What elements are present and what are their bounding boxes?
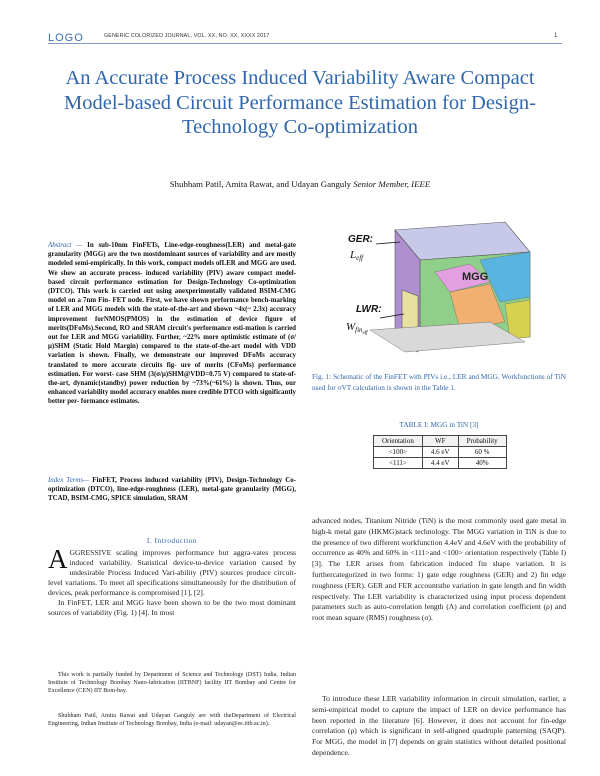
author-list bbox=[40, 179, 560, 189]
intro-paragraph-1: GGRESSIVE scaling improves performance but aggra-vates process induced variability. Statistical device-to-device variation caused by undesirable Process Induced Vari-ability (PIV) sources produce circuit-level variations. To meet all specifications simultaneously for the distribution of devices, peak performance is compromised [1], [2]. bbox=[48, 548, 296, 597]
table-1-title: TABLE I: MGG in TiN [3] bbox=[399, 420, 479, 429]
section-heading-introduction: I. Introduction bbox=[146, 536, 198, 545]
abstract-label: Abstract — bbox=[48, 242, 83, 249]
header-rule bbox=[48, 43, 562, 44]
index-terms-label: Index Terms— bbox=[48, 477, 90, 484]
table-header-wf: WF bbox=[422, 436, 458, 447]
column-2-paragraph-1: advanced nodes, Titanium Nitride (TiN) is the most commonly used gate metal in high-k metal gate (HKMG)stack technology. The MGG variation in TiN is due to the presence of two different workfunction 4.4eV and 4.6eV with the probability of occurrence as 40% and 60% in <111>and <100> orientation respectively (Table I) [3]. The LER arises from fabrication induced fin shape variation. It is furthercategorized in two forms: 1) gate edge roughness (GER) and 2) fin edge roughness (FER). GER and FER accountsthe variation in gate length and fin width respectively. The LER variability is characterized using input process dependent parameters such as auto-correlation length (Λ) and correlation coefficient (ρ) and root mean square (RMS) roughness (σ). bbox=[312, 516, 566, 623]
abstract bbox=[48, 241, 296, 407]
intro-paragraph-2: In FinFET, LER and MGG have been shown to be the two most dominant sources of variability (Fig. 1) [4]. In most bbox=[48, 598, 296, 617]
table-row bbox=[374, 447, 507, 458]
index-terms bbox=[48, 476, 296, 504]
table-header-orientation: Orientation bbox=[374, 436, 423, 447]
ger-label: GER: bbox=[348, 234, 373, 245]
table-cell: 4.6 eV bbox=[422, 447, 458, 458]
page-number: 1 bbox=[554, 33, 558, 39]
wfin-label bbox=[346, 321, 368, 336]
leff-sub: eff bbox=[356, 254, 364, 262]
author-suffix: Senior Member, IEEE bbox=[353, 179, 431, 189]
wfin-sub: fin bbox=[355, 326, 363, 334]
author-names: Shubham Patil, Amita Rawat, and Udayan Ganguly bbox=[169, 179, 352, 189]
leff-label bbox=[349, 249, 364, 262]
journal-header: GENERIC COLORIZED JOURNAL, VOL. XX, NO. XX, XXXX 2017 bbox=[104, 33, 270, 39]
affiliation-footnote: Shubham Patil, Amita Rawat and Udayan Ganguly are with theDepartment of Electrical Engineering, Indian Institute of Technology Bombay, India (e-mail: udayan@ee.iitb.ac.in). bbox=[48, 713, 296, 728]
table-row bbox=[374, 458, 507, 469]
table-cell: 40% bbox=[458, 458, 506, 469]
index-terms-text: FinFET, Process induced variability (PIV), Design-Technology Co-optimization (DTCO), line-edge-roughness (LER), metal-gate granularity (MGG), TCAD, BSIM-CMG, SPICE simulation, SRAM bbox=[48, 477, 297, 503]
table-cell: 4.4 eV bbox=[422, 458, 458, 469]
introduction-body bbox=[48, 544, 296, 618]
funding-footnote: This work is partially funded by Department of Science and Technology (DST) India. Indian Institute of Technology Bombay Nano-fabrication (IITBNF) facility IIT Bombay and Centre for Excellence (CEN) IIT Bom-bay. bbox=[48, 672, 296, 695]
column-2-paragraph-2: To introduce these LER variability information in circuit simulation, earlier, a semi-empirical model to capture the impact of LER on device performance has been reported in the literature [6]. However, it does not account for fin-edge correlation (ρ) which is significant in self-aligned quadruple patterning (SAQP). For MGG, the model in [7] depends on grain statistics without detailed positional dependence. bbox=[312, 694, 566, 757]
table-cell: <111> bbox=[374, 458, 423, 469]
journal-logo: LOGO bbox=[48, 32, 84, 44]
paper-title: An Accurate Process Induced Variability Aware Compact Model-based Circuit Performance Estimation for Design-Technology Co-optimization bbox=[64, 67, 536, 138]
finfet-schematic-figure bbox=[340, 212, 540, 367]
finfet-schematic-svg bbox=[340, 212, 540, 367]
table-header-row bbox=[374, 436, 507, 447]
wfin-sub2: eff bbox=[362, 331, 368, 336]
lwr-label: LWR: bbox=[356, 304, 382, 315]
figure-1-caption: Fig. 1: Schematic of the FinFET with PIVs i.e., LER and MGG. Workfunctions of TiN used for σVT calculation is shown in the Table 1. bbox=[312, 372, 566, 392]
table-header-probability: Probability bbox=[458, 436, 506, 447]
abstract-text: In sub-10nm FinFETs, Line-edge-roughness(LER) and metal-gate granularity (MGG) are the two mostdominant sources of variability and are mostly modeled semi-empirically. In this work, compact models ofLER and MGG are used. We show an accurate process- induced variability (PIV) aware compact model-based circuit performance estimation for Design-Technology Co-optimization (DTCO). This work is carried out using anexperimentally validated BSIM-CMG model on a 7nm Fin- FET node. First, we have shown performance bench-marking of LER and MGG models with the state-of-the-art and shown ~4x(~ 2.3x) accuracy improvement forNMOS(PMOS) in the estimation of device figure of merits(DFoMs).Second, RO and SRAM circuit's performance esti-mation is carried out for LER and MGG variability. Further, ~22% more optimistic estimate of (σ/μ)SHM (Static Hold Margin) compared to the state-of-the-art model with VDD variation is shown. Finally, we demonstrate our improved DFoMs accuracy translated to more accurate circuits fig- ure of merits (CFoMs) performance estimation. For worst- case SHM (3(σ/μ)SHM@VDD=0.75 V) compared to state-of- the-art, dynamic(standby) power reduction by ~73%(~61%) is shown. Thus, our enhanced variability model accuracy enables more credible DTCO with significantly better per- formance estimates. bbox=[48, 242, 296, 406]
table-cell: 60 % bbox=[458, 447, 506, 458]
table-cell: <100> bbox=[374, 447, 423, 458]
mgg-label: MGG bbox=[462, 271, 489, 283]
drop-cap: A bbox=[48, 544, 68, 574]
leff-main: L bbox=[350, 249, 357, 261]
wfin-main: W bbox=[346, 321, 356, 333]
mgg-table bbox=[373, 435, 507, 469]
